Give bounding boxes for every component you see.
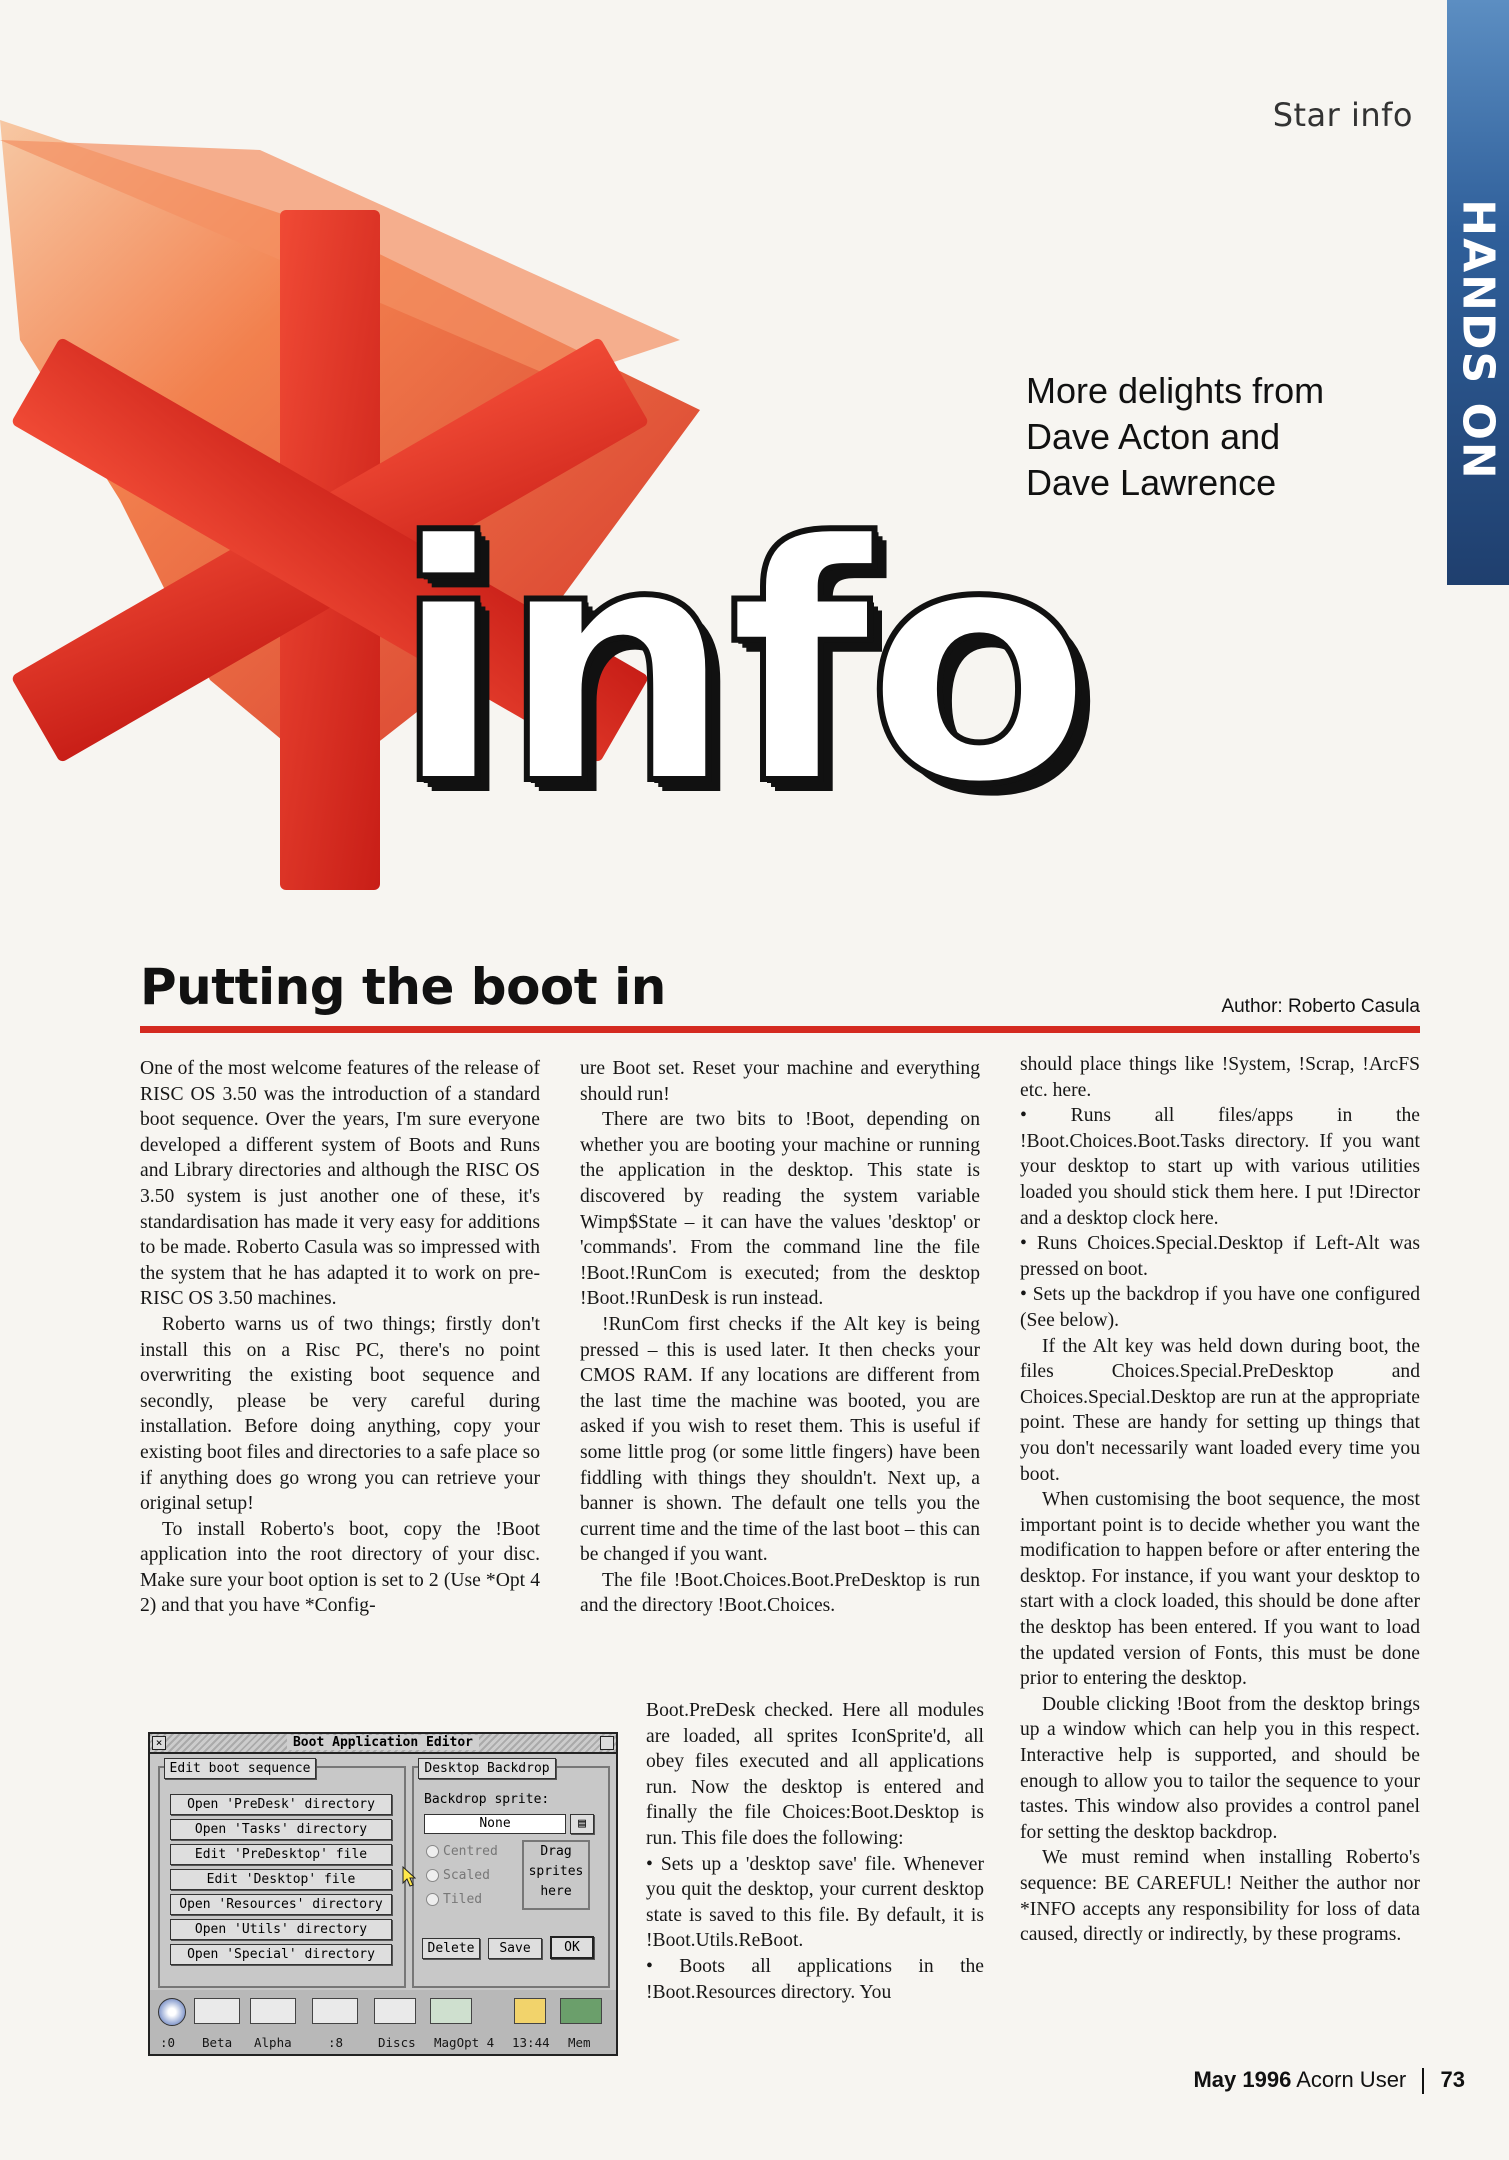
paragraph: There are two bits to !Boot, depending on whether you are booting your machine or running the application in the desktop. This state is discovered by reading the system variable Wimp$State – it can have the values 'desktop' or 'commands'. From the command line the file !Boot.!RunCom is executed; from the desktop !Boot.!RunDesk is run instead. xyxy=(580,1109,980,1310)
iconbar-label: Beta xyxy=(202,2035,233,2050)
paragraph: Boot.PreDesk checked. Here all modules are loaded, all sprites IconSprite'd, all obey files executed and all applications run. Now the desktop is entered and finally the file Choices:Boot.Desktop is run. This file does the following: xyxy=(646,1700,984,1849)
iconbar-label: Alpha xyxy=(254,2035,292,2050)
author-byline: Author: Roberto Casula xyxy=(1221,996,1420,1017)
radio-label: Centred xyxy=(443,1844,498,1859)
radio-label: Tiled xyxy=(443,1892,483,1907)
bullet-item: • Sets up the backdrop if you have one configured (See below). xyxy=(1020,1282,1420,1333)
paragraph: Roberto warns us of two things; firstly don't install this on a Risc PC, there's no point overwriting the existing boot sequence and secondly, please be very careful during installation. Before doing anything, copy your existing boot files and directories to a safe place so if anything does go wrong you can retrieve your original setup! xyxy=(140,1313,540,1515)
paragraph: One of the most welcome features of the release of RISC OS 3.50 was the introduction of a standard boot sequence. Over the years, I'm sure everyone developed a different system of Boots and Runs and Library directories and although the RISC OS 3.50 system is just another one of these, it's standardisation has made it very easy for additions to be made. Roberto Casula was so impressed with the system that he has adapted it to work on pre-RISC OS 3.50 machines. xyxy=(140,1058,540,1310)
tab-label: HANDS ON xyxy=(1452,199,1504,481)
column-3 xyxy=(1020,1052,1420,1948)
drag-label: here xyxy=(540,1884,572,1899)
iconbar-label: 13:44 xyxy=(512,2035,550,2050)
iconbar-label: MagOpt 4 xyxy=(434,2035,495,2050)
bullet-item: • Runs all files/apps in the !Boot.Choices.Boot.Tasks directory. If you want your desktop to start up with various utilities loaded you should stick them here. I put !Director and a desktop clock here. xyxy=(1020,1103,1420,1231)
subtitle-line: More delights from xyxy=(1026,370,1325,411)
edit-desktop-button[interactable]: Edit 'Desktop' file xyxy=(170,1869,392,1890)
column-2 xyxy=(580,1056,980,1619)
column-2-continued xyxy=(646,1698,984,2005)
iconbar-label: Mem xyxy=(568,2035,591,2050)
cd-disc-icon[interactable] xyxy=(158,1998,186,2026)
discs-icon[interactable] xyxy=(374,1998,416,2024)
iconbar-label: Discs xyxy=(378,2035,416,2050)
radio-label: Scaled xyxy=(443,1868,490,1883)
paragraph: Double clicking !Boot from the desktop brings up a window which can help you in this respect. Interactive help is supported, and should be enough to allow you to tailor the sequence to your tastes. This window also provides a control panel for setting the desktop backdrop. xyxy=(1020,1693,1420,1843)
radio-scaled[interactable] xyxy=(426,1868,490,1883)
section-tab xyxy=(1447,0,1509,585)
drag-label: sprites xyxy=(528,1864,584,1879)
issue-date: May 1996 xyxy=(1193,2067,1292,2092)
save-button[interactable]: Save xyxy=(488,1938,542,1959)
radio-centred[interactable] xyxy=(426,1844,498,1859)
drag-label: Drag xyxy=(540,1844,572,1859)
open-special-button[interactable]: Open 'Special' directory xyxy=(170,1944,392,1965)
title-rule xyxy=(140,1026,1420,1033)
memory-icon[interactable] xyxy=(560,1998,602,2024)
section-label: Star info xyxy=(1272,96,1413,134)
mouse-pointer-icon xyxy=(402,1866,416,1888)
ok-button[interactable]: OK xyxy=(550,1936,594,1959)
window-titlebar[interactable] xyxy=(150,1734,616,1754)
paragraph: The file !Boot.Choices.Boot.PreDesktop is run and the directory !Boot.Choices. xyxy=(580,1569,980,1617)
logo-text: info xyxy=(392,473,1087,857)
bullet-item: • Sets up a 'desktop save' file. Whenever you quit the desktop, your current desktop state is saved to this file. By default, it is !Boot.Utils.ReBoot. xyxy=(646,1852,984,1954)
iconbar-label: :0 xyxy=(160,2035,176,2050)
paragraph: We must remind when installing Roberto's sequence: BE CAREFUL! Neither the author nor *INFO accepts any responsibility for loss of data caused, directly or indirectly, by these programs. xyxy=(1020,1847,1420,1946)
paragraph: should place things like !System, !Scrap, !ArcFS etc. here. xyxy=(1020,1054,1420,1101)
page-footer xyxy=(1193,2067,1465,2094)
floppy-drive-icon[interactable] xyxy=(194,1998,240,2024)
folder-icon[interactable] xyxy=(514,1998,546,2024)
paragraph: ure Boot set. Reset your machine and everything should run! xyxy=(580,1058,980,1105)
sprite-menu-icon[interactable]: ▤ xyxy=(570,1814,594,1834)
sprite-label: Backdrop sprite: xyxy=(424,1792,550,1807)
page-number: 73 xyxy=(1440,2067,1465,2092)
boot-editor-window xyxy=(148,1732,618,1994)
paragraph: If the Alt key was held down during boot, the files Choices.Special.PreDesktop and Choices.Special.Desktop are run at the appropriate point. These are handy for setting up things that you don't necessarily want loaded every time you boot. xyxy=(1020,1335,1420,1485)
column-1 xyxy=(140,1056,540,1619)
icon-bar xyxy=(148,1990,618,2056)
group-title: Desktop Backdrop xyxy=(418,1758,556,1779)
bullet-item: • Runs Choices.Special.Desktop if Left-Alt was pressed on boot. xyxy=(1020,1231,1420,1282)
footer-divider xyxy=(1422,2068,1424,2094)
subtitle-line: Dave Lawrence xyxy=(1026,462,1277,503)
magazine-name: Acorn User xyxy=(1296,2067,1407,2092)
sprite-field[interactable]: None xyxy=(424,1814,566,1834)
paragraph: !RunCom first checks if the Alt key is being pressed – this is used later. It then checks your CMOS RAM. If any locations are different from the last time the machine was booted, you are asked if you wish to reset them. This is useful if some little prog (or some little fingers) have been fiddling with things they shouldn't. Next up, a banner is shown. The default one tells you the current time and the time of the last boot – this can be changed if you want. xyxy=(580,1313,980,1566)
drag-sprite-target[interactable] xyxy=(522,1840,590,1910)
paragraph: When customising the boot sequence, the most important point is to decide whether you want the modification to happen before or after entering the desktop. For instance, if you want your desktop to start with a clock loaded, this should be done after the desktop has been entered. If you want to load the updated version of Fonts, this must be done prior to entering the desktop. xyxy=(1020,1489,1420,1690)
open-resources-button[interactable]: Open 'Resources' directory xyxy=(170,1894,392,1915)
delete-button[interactable]: Delete xyxy=(422,1938,480,1959)
article-title: Putting the boot in xyxy=(140,958,666,1016)
close-icon[interactable]: × xyxy=(152,1736,166,1750)
magopt-icon[interactable] xyxy=(430,1998,472,2024)
open-utils-button[interactable]: Open 'Utils' directory xyxy=(170,1919,392,1940)
floppy-drive-icon[interactable] xyxy=(250,1998,296,2024)
open-tasks-button[interactable]: Open 'Tasks' directory xyxy=(170,1819,392,1840)
subtitle-line: Dave Acton and xyxy=(1026,416,1281,457)
bullet-item: • Boots all applications in the !Boot.Resources directory. You xyxy=(646,1954,984,2005)
toggle-size-icon[interactable] xyxy=(600,1736,614,1750)
edit-predesktop-button[interactable]: Edit 'PreDesktop' file xyxy=(170,1844,392,1865)
window-title: Boot Application Editor xyxy=(287,1735,479,1750)
open-predesk-button[interactable]: Open 'PreDesk' directory xyxy=(170,1794,392,1815)
group-title: Edit boot sequence xyxy=(164,1758,316,1779)
radio-tiled[interactable] xyxy=(426,1892,482,1907)
subtitle xyxy=(1026,368,1366,506)
paragraph: To install Roberto's boot, copy the !Boot application into the root directory of your disc. Make sure your boot option is set to 2 (Use *Opt 4 2) and that you have *Config- xyxy=(140,1518,540,1617)
hard-drive-icon[interactable] xyxy=(312,1998,358,2024)
iconbar-label: :8 xyxy=(328,2035,344,2050)
